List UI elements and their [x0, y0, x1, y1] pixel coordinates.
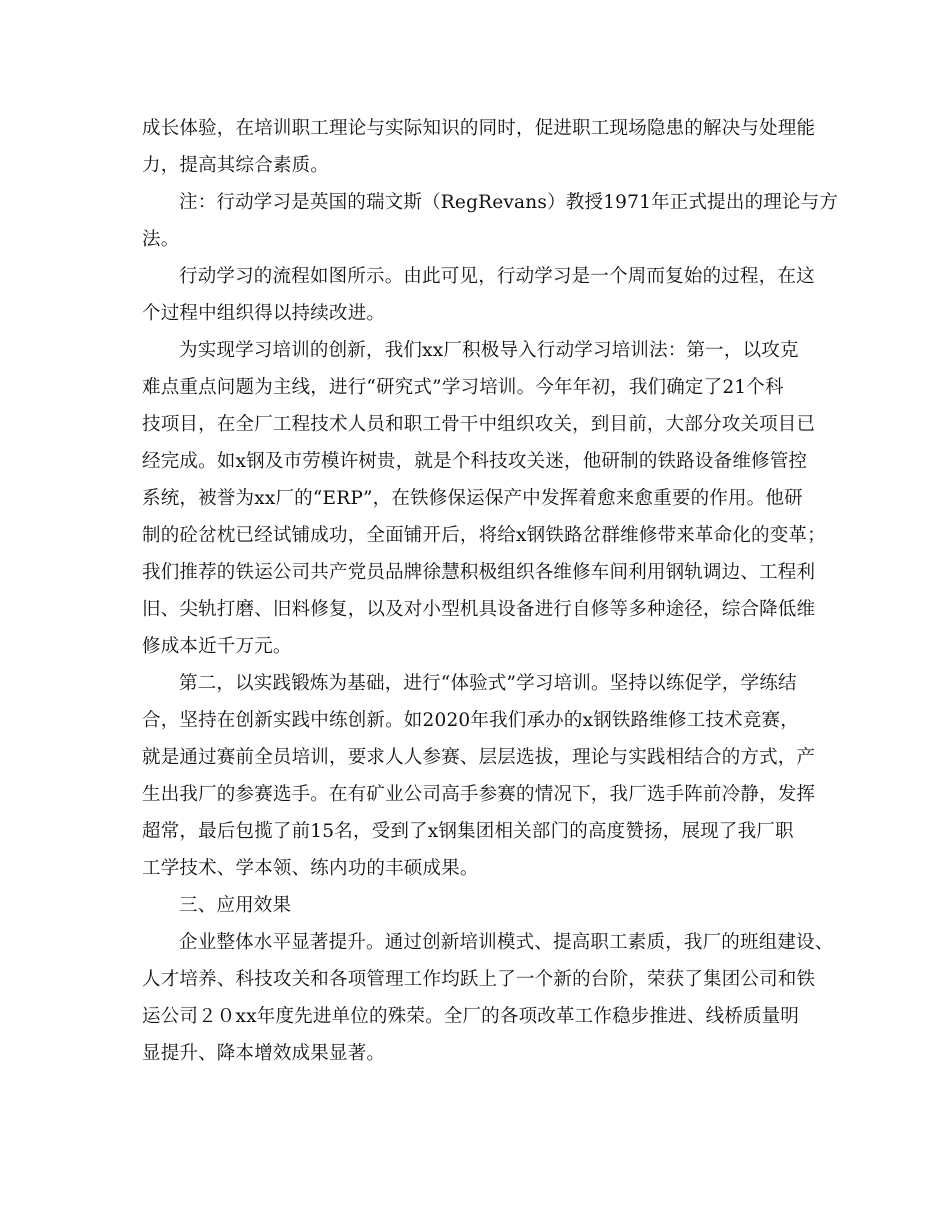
text-line: 行动学习的流程如图所示。由此可见，行动学习是一个周而复始的过程，在这 [179, 266, 815, 287]
text-line: 人才培养、科技攻关和各项管理工作均跃上了一个新的台阶，荣获了集团公司和铁 [142, 969, 816, 990]
text-line: 系统，被誉为xx厂的“ERP”，在铁修保运保产中发挥着愈来愈重要的作用。他研 [142, 488, 803, 509]
text-line: 我们推荐的铁运公司共产党员品牌徐慧积极组织各维修车间利用钢轨调边、工程利 [142, 562, 816, 583]
section-heading: 三、应用效果 [179, 895, 292, 916]
text-line: 成长体验，在培训职工理论与实际知识的同时，促进职工现场隐患的解决与处理能 [142, 118, 816, 139]
text-line: 经完成。如x钢及市劳模许树贵，就是个科技攻关迷，他研制的铁路设备维修管控 [142, 451, 808, 472]
text-line: 显提升、降本增效成果显著。 [142, 1043, 386, 1064]
text-line: 个过程中组织得以持续改进。 [142, 303, 386, 324]
text-line: 为实现学习培训的创新，我们xx厂积极导入行动学习培训法：第一，以攻克 [179, 340, 799, 361]
text-line: 合，坚持在创新实践中练创新。如2020年我们承办的x钢铁路维修工技术竞赛， [142, 710, 799, 731]
text-line: 旧、尖轨打磨、旧料修复，以及对小型机具设备进行自修等多种途径，综合降低维 [142, 599, 816, 620]
text-line: 难点重点问题为主线，进行“研究式”学习培训。今年年初，我们确定了21个科 [142, 377, 784, 398]
text-line: 第二，以实践锻炼为基础，进行“体验式”学习培训。坚持以练促学，学练结 [179, 673, 797, 694]
text-line: 超常，最后包揽了前15名，受到了x钢集团相关部门的高度赞扬，展现了我厂职 [142, 821, 794, 842]
text-line: 制的砼岔枕已经试铺成功，全面铺开后，将给x钢铁路岔群维修带来革命化的变革； [142, 525, 826, 546]
text-line: 企业整体水平显著提升。通过创新培训模式、提高职工素质，我厂的班组建设、 [179, 932, 834, 953]
text-line: 力，提高其综合素质。 [142, 155, 330, 176]
text-line: 注：行动学习是英国的瑞文斯（RegRevans）教授1971年正式提出的理论与方 [179, 192, 839, 213]
text-line: 生出我厂的参赛选手。在有矿业公司高手参赛的情况下，我厂选手阵前冷静，发挥 [142, 784, 816, 805]
text-line: 法。 [142, 229, 180, 250]
text-line: 技项目，在全厂工程技术人员和职工骨干中组织攻关，到目前，大部分攻关项目已 [142, 414, 816, 435]
text-line: 运公司２０xx年度先进单位的殊荣。全厂的各项改革工作稳步推进、线桥质量明 [142, 1006, 800, 1027]
text-line: 工学技术、学本领、练内功的丰硕成果。 [142, 858, 479, 879]
text-line: 修成本近千万元。 [142, 636, 292, 657]
text-line: 就是通过赛前全员培训，要求人人参赛、层层选拔，理论与实践相结合的方式，产 [142, 747, 816, 768]
